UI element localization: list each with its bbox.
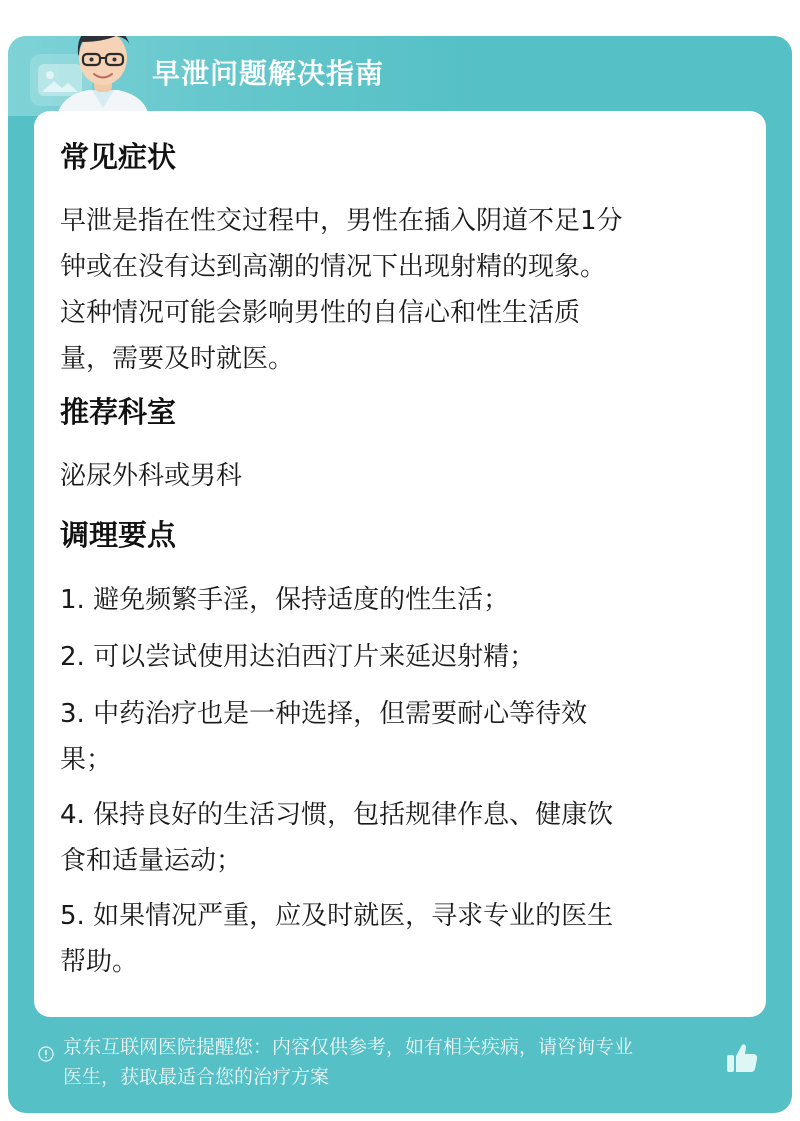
department-text: 泌尿外科或男科: [60, 461, 243, 491]
symptoms-line: 钟或在没有达到高潮的情况下出现射精的现象。: [60, 252, 607, 282]
list-item: [60, 691, 750, 783]
symptoms-line: 早泄是指在性交过程中，男性在插入阴道不足1分: [60, 206, 623, 236]
symptoms-text: [60, 198, 750, 382]
list-item-line: 3. 中药治疗也是一种选择，但需要耐心等待效: [60, 699, 588, 729]
disclaimer-line: 京东互联网医院提醒您：内容仅供参考，如有相关疾病，请咨询专业: [63, 1036, 634, 1058]
footer-disclaimer: [8, 1026, 792, 1113]
doctor-avatar-icon: [48, 36, 158, 122]
section-heading-symptoms: 常见症状: [60, 140, 177, 174]
disclaimer-text: [63, 1032, 727, 1092]
list-item-line: 食和适量运动；: [60, 846, 243, 876]
page-title: 早泄问题解决指南: [152, 57, 385, 90]
symptoms-line: 这种情况可能会影响男性的自信心和性生活质: [60, 298, 581, 328]
list-item: [60, 634, 750, 680]
list-item-line: 果；: [60, 745, 113, 775]
section-heading-care: 调理要点: [60, 518, 177, 552]
info-icon: [38, 1046, 54, 1062]
list-item-line: 帮助。: [60, 947, 139, 977]
symptoms-line: 量，需要及时就医。: [60, 344, 295, 374]
list-item-line: 4. 保持良好的生活习惯，包括规律作息、健康饮: [60, 800, 614, 830]
list-item-line: 1. 避免频繁手淫，保持适度的性生活；: [60, 585, 510, 615]
section-heading-department: 推荐科室: [60, 395, 177, 429]
disclaimer-line: 医生，获取最适合您的治疗方案: [63, 1066, 330, 1088]
guide-card: [8, 36, 792, 1113]
list-item: [60, 792, 750, 884]
list-item: [60, 577, 750, 623]
list-item: [60, 893, 750, 985]
list-item-line: 2. 可以尝试使用达泊西汀片来延迟射精；: [60, 642, 536, 672]
thumbs-up-icon[interactable]: [724, 1040, 760, 1076]
content-panel: [34, 111, 766, 1017]
list-item-line: 5. 如果情况严重，应及时就医，寻求专业的医生: [60, 901, 614, 931]
